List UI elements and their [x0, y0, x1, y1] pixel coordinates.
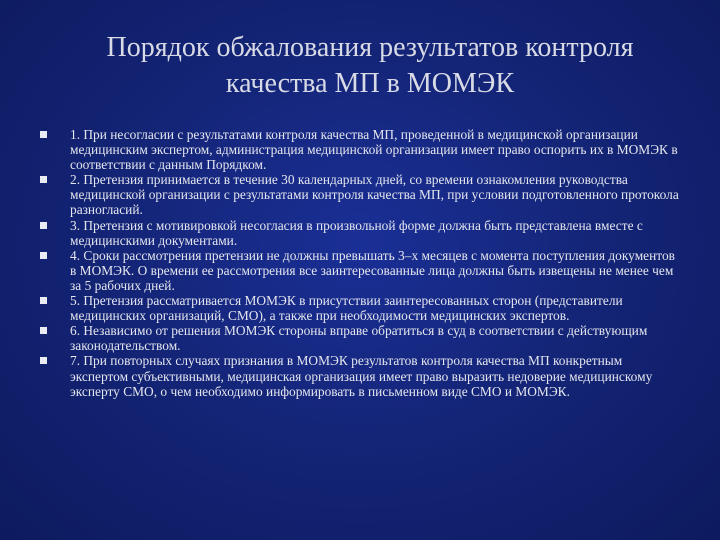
bullet-text: 1. При несогласии с результатами контроля качества МП, проведенной в медицинской организации медицинским экспертом, администрация медицинской организации имеет право оспорить их в МОМЭК в соответствии с данным Порядком. — [70, 127, 678, 173]
bullet-text: 7. При повторных случаях признания в МОМЭК результатов контроля качества МП конкретным экспертом субъективными, медицинская организация имеет право выразить недоверие медицинскому эксперту СМО, о чем необходимо информировать в письменном виде СМО и МОМЭК. — [70, 353, 653, 399]
list-item — [40, 323, 680, 353]
square-bullet-icon — [40, 327, 47, 334]
bullet-list — [40, 127, 680, 399]
bullet-text: 2. Претензия принимается в течение 30 календарных дней, со времени ознакомления руководства медицинской организации с результатами контроля качества МП, при условии подготовленного протокола разногласий. — [70, 172, 679, 218]
square-bullet-icon — [40, 297, 47, 304]
list-item — [40, 127, 680, 172]
list-item — [40, 218, 680, 248]
square-bullet-icon — [40, 357, 47, 364]
list-item — [40, 172, 680, 217]
slide-title-line-2: качества МП в МОМЭК — [225, 68, 515, 99]
list-item — [40, 293, 680, 323]
bullet-text: 6. Независимо от решения МОМЭК стороны вправе обратиться в суд в соответствии с действующим законодательством. — [70, 323, 648, 354]
bullet-text: 3. Претензия с мотивировкой несогласия в произвольной форме должна быть представлена вместе с медицинскими документами. — [70, 217, 643, 248]
slide-title-line-1: Порядок обжалования результатов контроля — [106, 32, 634, 63]
bullet-text: 5. Претензия рассматривается МОМЭК в присутствии заинтересованных сторон (представители медицинских организаций, СМО), а также при необходимости медицинских экспертов. — [70, 293, 623, 324]
bullet-text: 4. Сроки рассмотрения претензии не должны превышать 3–х месяцев с момента поступления документов в МОМЭК. О времени ее рассмотрения все заинтересованные лица должны быть извещены не менее чем за 5 рабочих дней. — [70, 247, 675, 293]
square-bullet-icon — [40, 252, 47, 259]
list-item — [40, 248, 680, 293]
list-item — [40, 353, 680, 398]
slide-title — [40, 30, 700, 102]
square-bullet-icon — [40, 222, 47, 229]
square-bullet-icon — [40, 176, 47, 183]
square-bullet-icon — [40, 131, 47, 138]
